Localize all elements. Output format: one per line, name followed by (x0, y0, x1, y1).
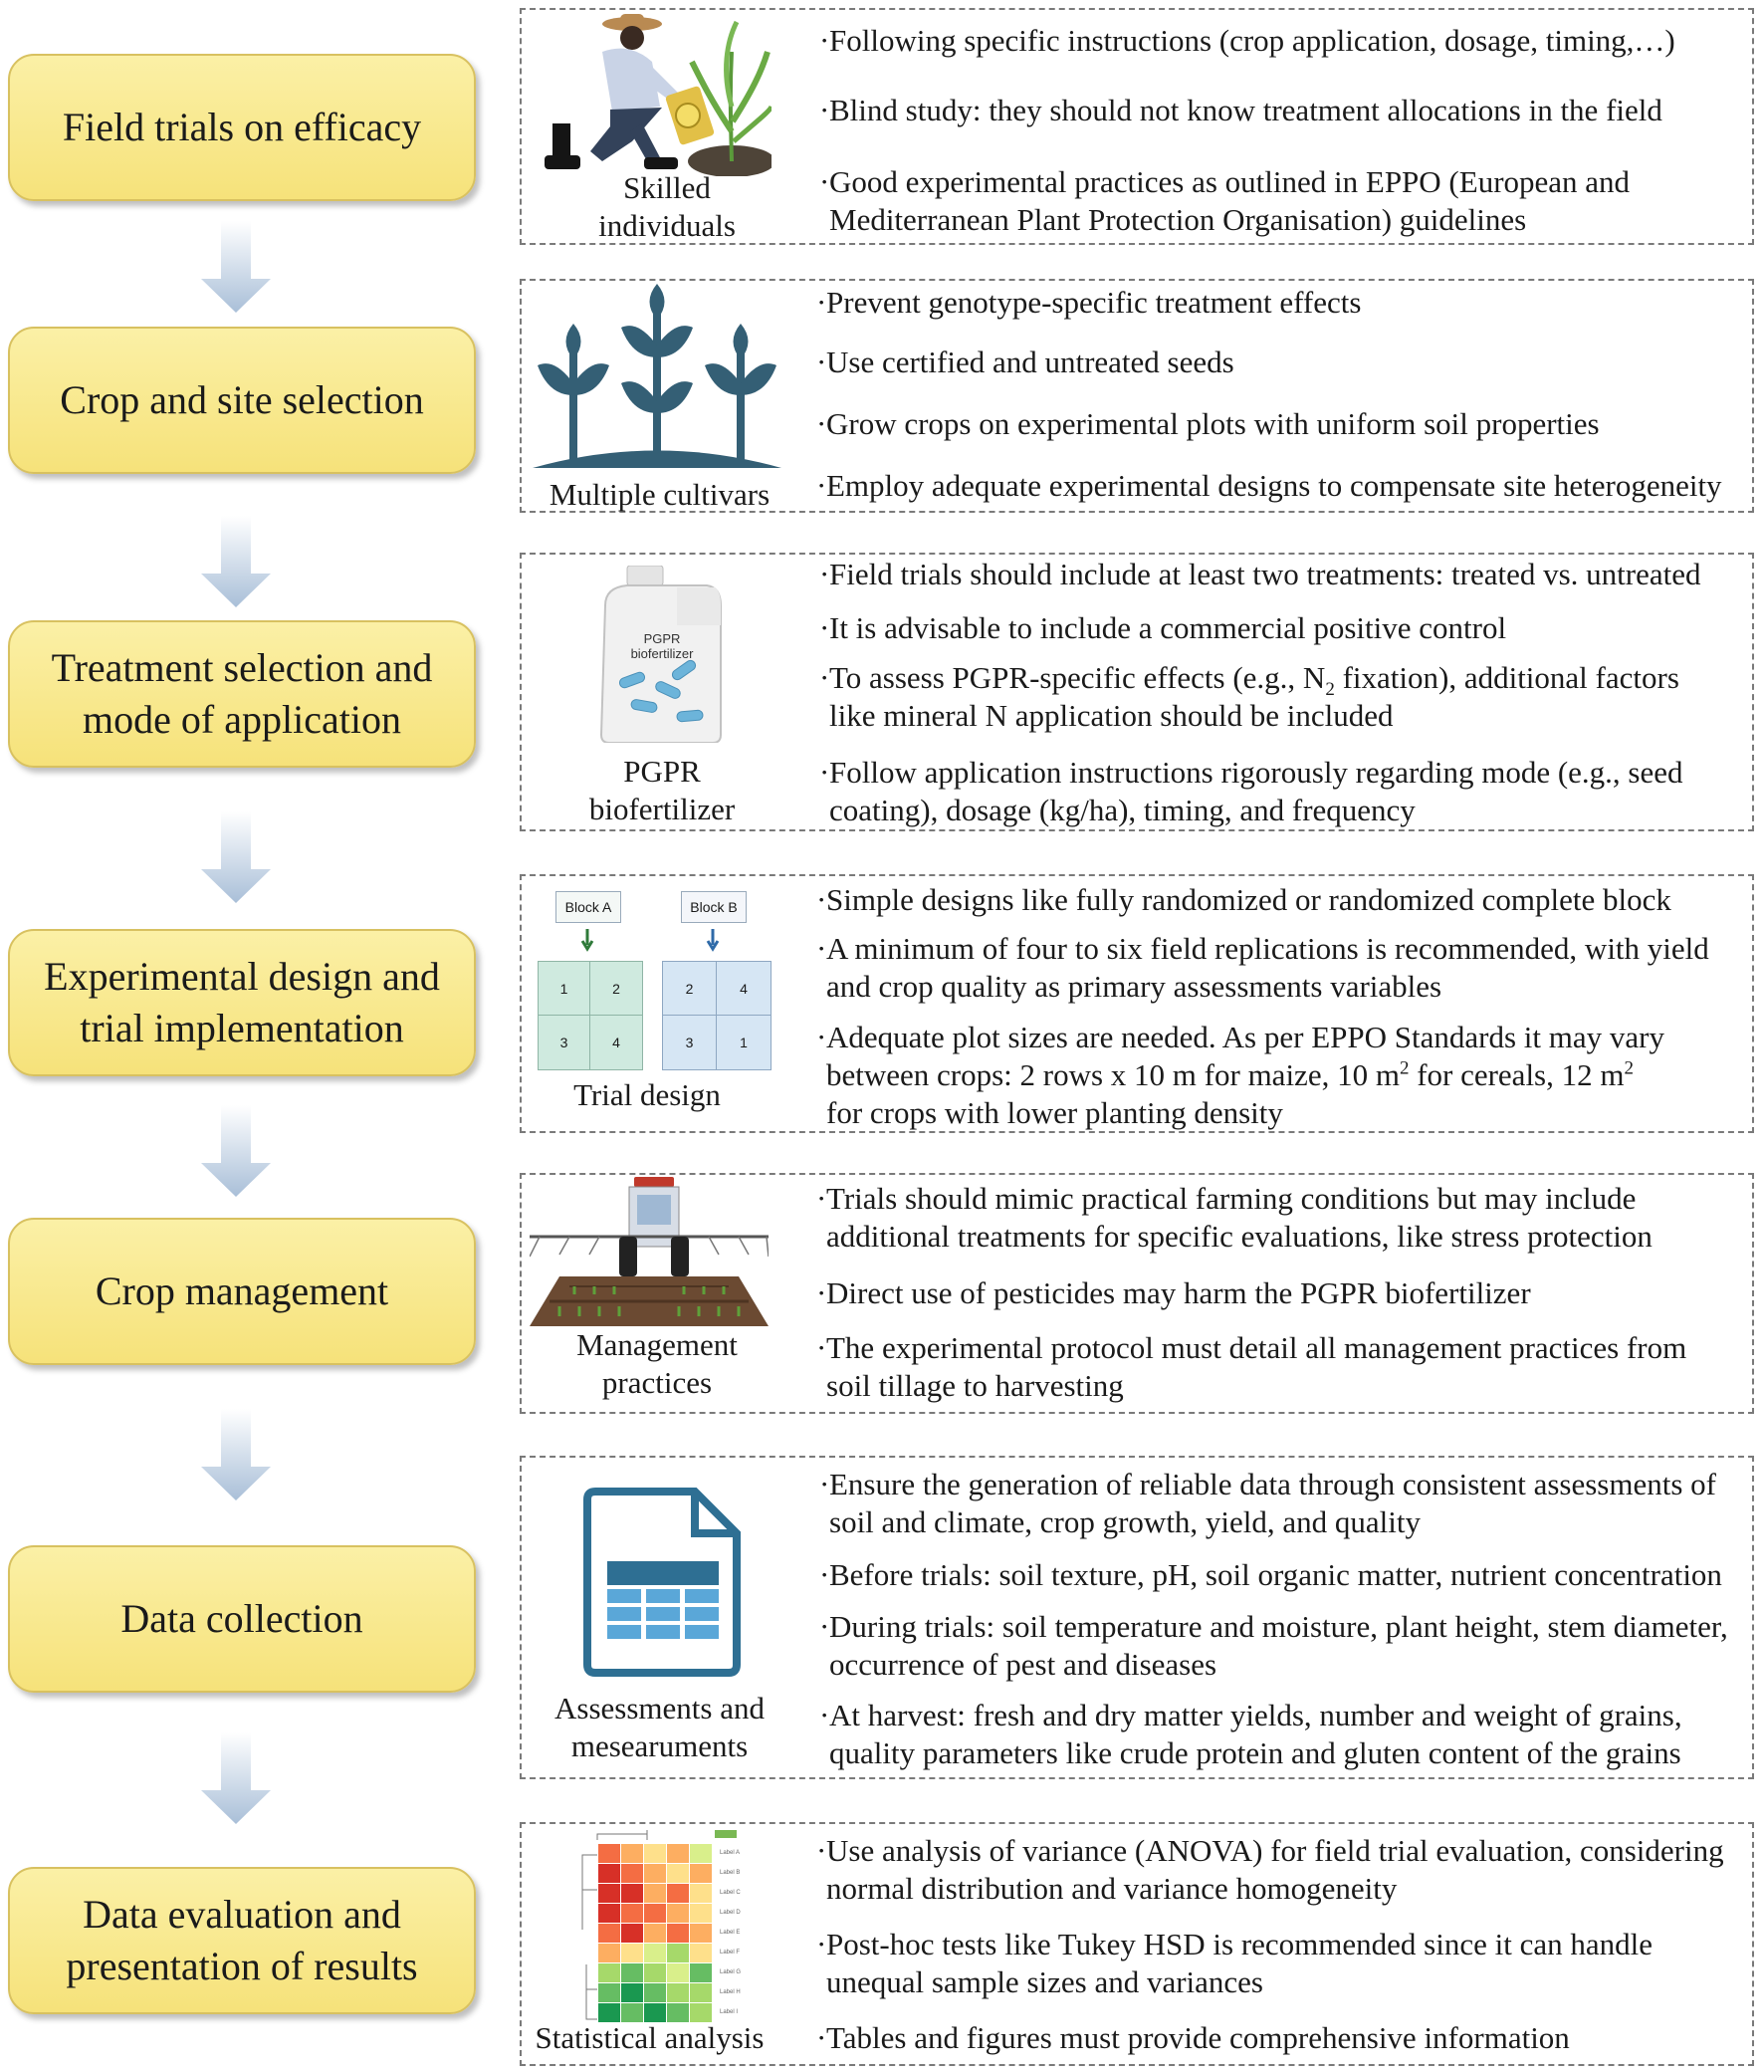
bullet: · Field trials should include at least two treatments: treated vs. untreated (819, 557, 1701, 591)
heatmap-cell (621, 1963, 643, 1982)
block-b-grid (662, 961, 772, 1070)
heatmap-cell (598, 1924, 620, 1943)
flow-arrow-icon (201, 1105, 271, 1197)
svg-text:Label H: Label H (720, 1989, 741, 1995)
bullet: · To assess PGPR-specific effects (e.g., $N_2$ fixation), additional factors like mineral N application should be included (819, 660, 1679, 733)
heatmap-cell (621, 1864, 643, 1883)
bullet: · Use analysis of variance (ANOVA) for field trial evaluation, considering normal distribution and variance homogeneity (816, 1833, 1724, 1906)
heatmap-cell (621, 1844, 643, 1863)
stage-title: Crop management (95, 1268, 389, 1313)
heatmap-cell (667, 1924, 689, 1943)
stage-treatment (8, 620, 476, 768)
canister-icon (597, 566, 725, 743)
heatmap-cell (598, 1844, 620, 1863)
flow-arrow-icon (201, 1409, 271, 1500)
panel-caption: Assessments and mesearuments (554, 1691, 765, 1763)
heatmap-cell (644, 1844, 666, 1863)
block-a-grid (538, 961, 643, 1070)
plot-cell: 4 (612, 1035, 620, 1050)
trial-design-icon (538, 891, 776, 1075)
svg-text:Label G: Label G (720, 1969, 742, 1975)
stage-title: Data collection (120, 1596, 363, 1641)
svg-text:Label F: Label F (720, 1950, 741, 1956)
bullet: · A minimum of four to six field replications is recommended, with yield and crop quality as primary assessments variables (816, 931, 1709, 1004)
bullet: · Good experimental practices as outlined in EPPO (European and Mediterranean Plant Protection Organisation) guidelines (819, 164, 1631, 237)
stage-title: Treatment selection and mode of application (51, 645, 433, 742)
bullet: · Simple designs like fully randomized or randomized complete block (816, 882, 1671, 917)
bullet: · Trials should mimic practical farming conditions but may include additional treatments for specific evaluations, like stress protection (816, 1181, 1653, 1254)
flow-arrow-icon (201, 516, 271, 607)
heatmap-cell (667, 1963, 689, 1982)
bullet: · Before trials: soil texture, pH, soil organic matter, nutrient concentration (819, 1557, 1722, 1592)
heatmap-cell (644, 1983, 666, 2002)
bullet: · Ensure the generation of reliable data through consistent assessments of soil and climate, crop growth, yield, and quality (819, 1467, 1716, 1539)
bullet: · Post-hoc tests like Tukey HSD is recommended since it can handle unequal sample sizes and variances (816, 1927, 1653, 1999)
bullet: · Adequate plot sizes are needed. As per EPPO Standards it may vary between crops: 2 rows x 10 m for maize, 10 $m^2$ for cereals, 12 $m^2$ for crops with lower planting density (816, 1020, 1664, 1130)
block-b-label: Block B (681, 891, 747, 923)
heatmap-cell (690, 1983, 712, 2002)
block-a-label: Block A (555, 891, 621, 923)
bullet: · Follow application instructions rigorously regarding mode (e.g., seed coating), dosage (kg/ha), timing, and frequency (819, 755, 1683, 827)
stage-title: Experimental design and trial implementation (44, 954, 440, 1050)
bullet: · Direct use of pesticides may harm the PGPR biofertilizer (816, 1275, 1531, 1310)
bullet: · Use certified and untreated seeds (816, 345, 1234, 379)
flow-arrow-icon (201, 1732, 271, 1824)
svg-text:Label C: Label C (720, 1890, 741, 1896)
plot-cell: 3 (539, 1016, 590, 1069)
bullet: · The experimental protocol must detail all management practices from soil tillage to harvesting (816, 1330, 1687, 1403)
svg-text:Label B: Label B (720, 1870, 741, 1876)
heatmap-cell (621, 1983, 643, 2002)
flow-arrow-icon (201, 811, 271, 903)
stage-title: Crop and site selection (60, 377, 424, 422)
heatmap-cell (644, 1963, 666, 1982)
heatmap-cell (690, 1864, 712, 1883)
farmer-icon (533, 12, 772, 176)
stage-data-collection (8, 1545, 476, 1693)
stage-crop-site (8, 327, 476, 474)
canister-label: PGPR biofertilizer (630, 631, 694, 661)
heatmap-cell (690, 1963, 712, 1982)
panel-caption: Skilled individuals (598, 170, 736, 243)
plot-cell: 1 (539, 962, 590, 1016)
svg-text:Label E: Label E (720, 1930, 741, 1936)
plot-cell: 2 (590, 962, 642, 1016)
bullet: · During trials: soil temperature and moisture, plant height, stem diameter, occurrence of pest and diseases (819, 1609, 1728, 1682)
heatmap-cell (644, 1944, 666, 1962)
bullet: · Employ adequate experimental designs to compensate site heterogeneity (816, 468, 1722, 503)
bullet: · Following specific instructions (crop application, dosage, timing,…) (819, 23, 1675, 58)
panel-caption: Management practices (576, 1327, 738, 1400)
heatmap-cell (690, 1844, 712, 1863)
heatmap-cell (598, 1963, 620, 1982)
heatmap-cell (644, 1904, 666, 1923)
stage-field-trials (8, 54, 476, 201)
panel-caption: PGPR biofertilizer (588, 754, 736, 826)
plot-cell: 2 (663, 962, 717, 1016)
heatmap-cell (690, 1884, 712, 1903)
plot-cell: 1 (740, 1035, 748, 1050)
down-arrow-icon (538, 929, 776, 959)
svg-text:Label D: Label D (720, 1910, 741, 1916)
svg-text:Label I: Label I (720, 2009, 739, 2015)
heatmap-cell (667, 1844, 689, 1863)
heatmap-cell (644, 1884, 666, 1903)
svg-text:Label A: Label A (720, 1850, 741, 1856)
bullet: · At harvest: fresh and dry matter yields, number and weight of grains, quality parameters like crude protein and gluten content of the grains (819, 1698, 1682, 1770)
flow-arrow-icon (201, 221, 271, 313)
heatmap-cell (621, 1884, 643, 1903)
stage-title: Field trials on efficacy (62, 105, 422, 149)
bullet: · Tables and figures must provide comprehensive information (816, 2020, 1570, 2055)
stage-experimental-design (8, 929, 476, 1076)
heatmap-cell (667, 1864, 689, 1883)
plot-cell: 4 (717, 962, 771, 1016)
heatmap-cell (667, 1983, 689, 2002)
heatmap-cell (667, 1904, 689, 1923)
heatmap-cell (690, 1924, 712, 1943)
heatmap-cell (644, 1864, 666, 1883)
cultivars-icon (533, 284, 781, 473)
heatmap-cell (667, 1944, 689, 1962)
tractor-icon (530, 1177, 769, 1326)
heatmap-cell (621, 1924, 643, 1943)
heatmap-cell (598, 1983, 620, 2002)
heatmap-cell (621, 1944, 643, 1962)
plot-cell: 3 (663, 1016, 717, 1069)
stage-data-evaluation (8, 1867, 476, 2014)
stage-crop-management (8, 1218, 476, 1365)
heatmap-cell (598, 1884, 620, 1903)
stage-title: Data evaluation and presentation of results (66, 1892, 418, 1988)
heatmap-icon (572, 1830, 742, 2034)
panel-caption: Statistical analysis (535, 2020, 765, 2055)
bullet: · Grow crops on experimental plots with uniform soil properties (816, 406, 1600, 441)
spreadsheet-icon (575, 1484, 750, 1681)
heatmap-cell (598, 1944, 620, 1962)
bullet: · Prevent genotype-specific treatment effects (816, 285, 1362, 320)
heatmap-cell (690, 1944, 712, 1962)
panel-caption: Trial design (573, 1077, 721, 1112)
panel-caption: Multiple cultivars (549, 477, 771, 512)
heatmap-cell (621, 1904, 643, 1923)
heatmap-cell (598, 1904, 620, 1923)
bullet: · It is advisable to include a commercial positive control (819, 610, 1507, 645)
heatmap-cell (644, 1924, 666, 1943)
heatmap-cell (598, 1864, 620, 1883)
bullet: · Blind study: they should not know treatment allocations in the field (819, 93, 1662, 127)
heatmap-cell (690, 1904, 712, 1923)
heatmap-cell (667, 1884, 689, 1903)
